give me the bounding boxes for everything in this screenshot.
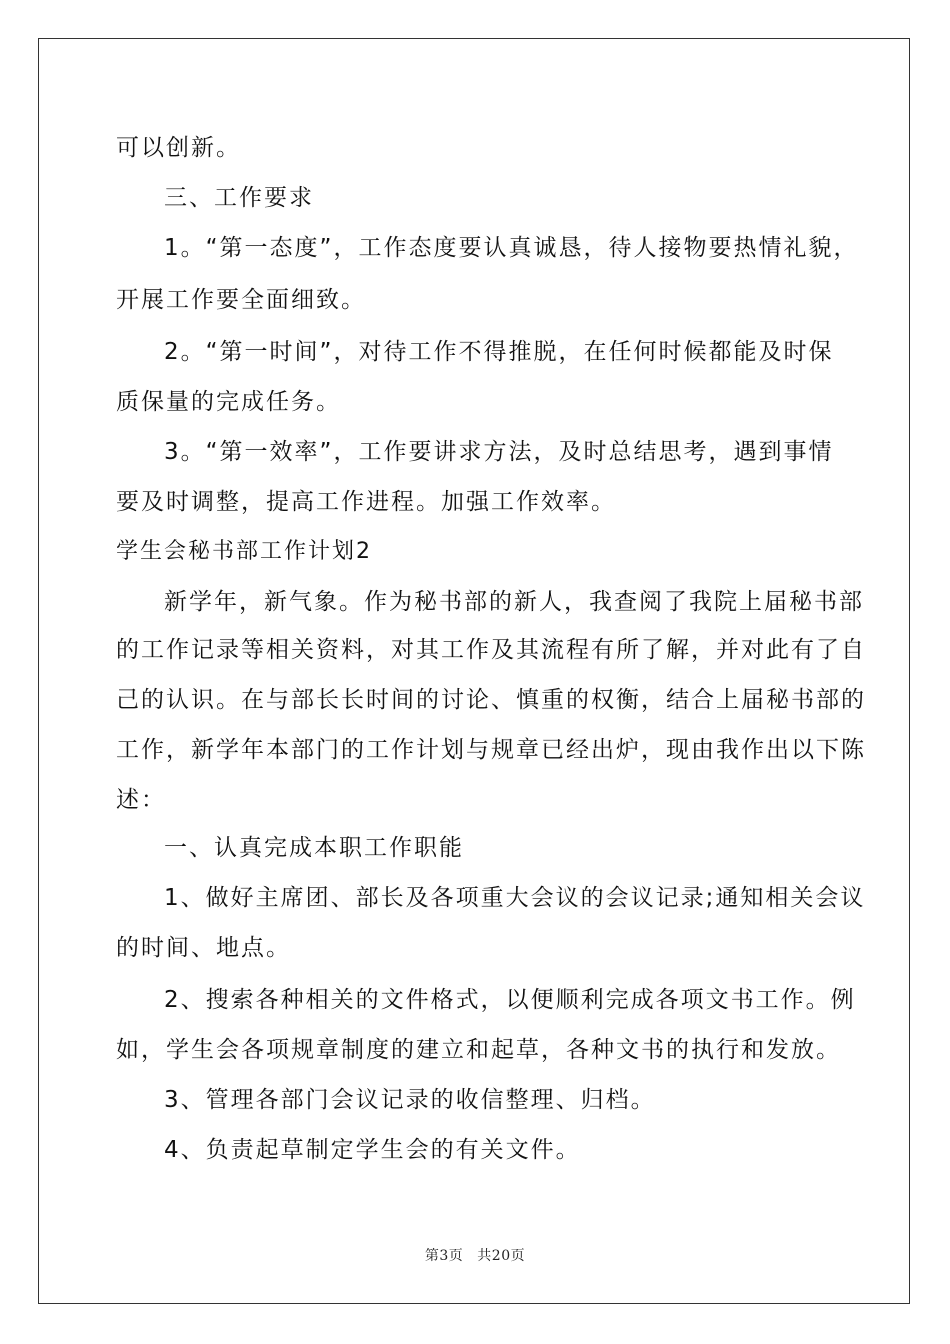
paragraph-line: 开展工作要全面细致。 [116,287,366,313]
document-subtitle: 学生会秘书部工作计划2 [116,539,372,564]
paragraph-line: 可以创新。 [116,135,241,161]
paragraph-line: 如，学生会各项规章制度的建立和起草，各种文书的执行和发放。 [116,1037,841,1063]
paragraph-line: 3。“第一效率”，工作要讲求方法，及时总结思考，遇到事情 [164,439,834,465]
paragraph-line: 3、管理各部门会议记录的收信整理、归档。 [164,1087,656,1113]
paragraph-line: 4、负责起草制定学生会的有关文件。 [164,1137,581,1163]
page-number: 第3页 [424,1248,464,1264]
section-heading: 三、工作要求 [164,185,314,211]
paragraph-line: 述： [116,787,166,813]
paragraph-line: 己的认识。在与部长长时间的讨论、慎重的权衡，结合上届秘书部的 [116,687,866,713]
page-total: 共20页 [477,1248,526,1264]
paragraph-line: 2。“第一时间”，对待工作不得推脱，在任何时候都能及时保 [164,339,834,365]
paragraph-line: 的时间、地点。 [116,935,291,961]
page-footer [0,1245,950,1265]
paragraph-line: 1、做好主席团、部长及各项重大会议的会议记录;通知相关会议 [164,885,866,911]
paragraph-line: 工作，新学年本部门的工作计划与规章已经出炉，现由我作出以下陈 [116,737,866,763]
paragraph-line: 质保量的完成任务。 [116,389,341,415]
paragraph-line: 1。“第一态度”，工作态度要认真诚恳，待人接物要热情礼貌， [164,235,859,261]
paragraph-line: 新学年，新气象。作为秘书部的新人，我查阅了我院上届秘书部 [164,589,864,615]
paragraph-line: 的工作记录等相关资料，对其工作及其流程有所了解，并对此有了自 [116,637,866,663]
paragraph-line: 要及时调整，提高工作进程。加强工作效率。 [116,489,616,515]
section-heading: 一、认真完成本职工作职能 [164,835,464,861]
paragraph-line: 2、搜索各种相关的文件格式，以便顺利完成各项文书工作。例 [164,987,856,1013]
